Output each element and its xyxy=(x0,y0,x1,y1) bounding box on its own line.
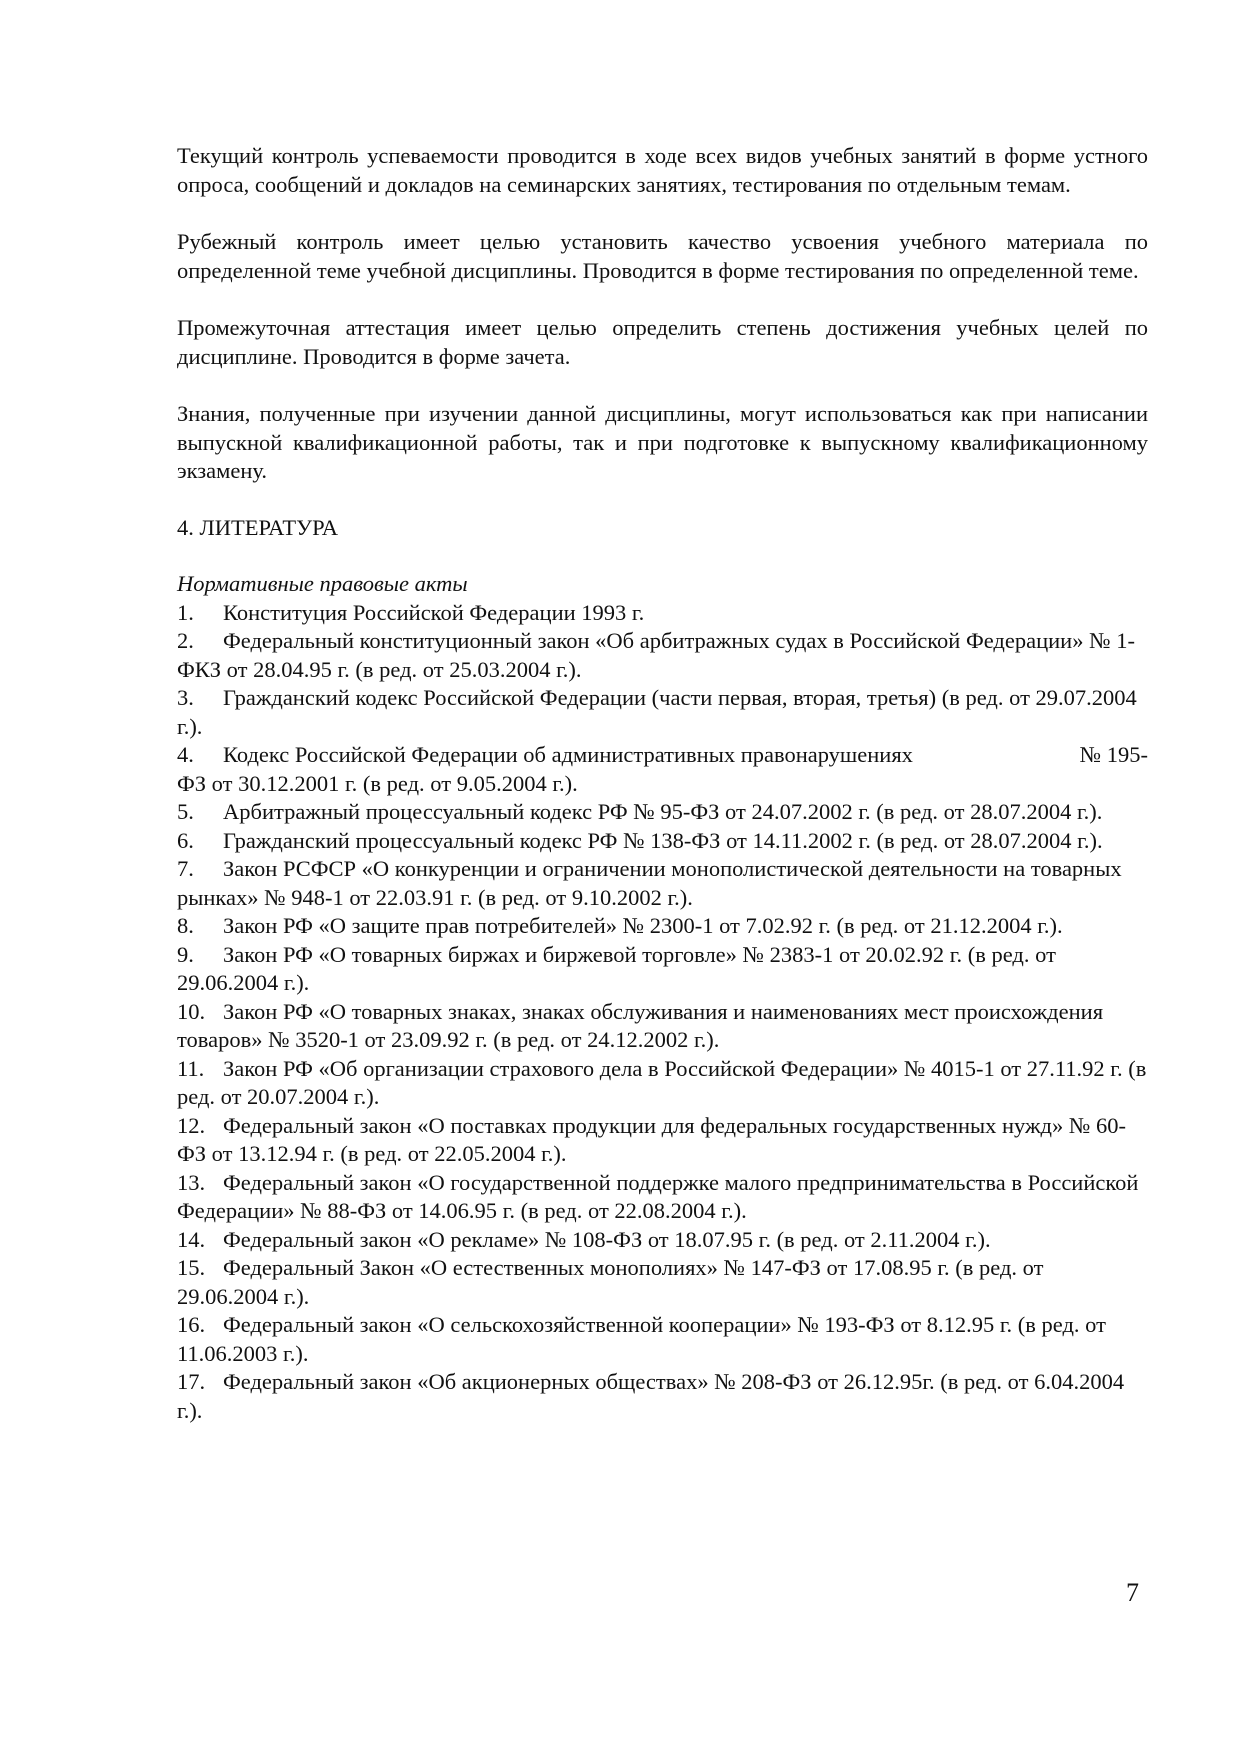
paragraph-intermediate-certification: Промежуточная аттестация имеет целью определить степень достижения учебных целей по дисциплине. Проводится в форме зачета. xyxy=(177,315,1148,369)
reference-item xyxy=(177,827,1148,856)
reference-text-tail: № 195- xyxy=(1079,742,1148,767)
section-heading-literature: 4. ЛИТЕРАТУРА xyxy=(177,514,338,540)
reference-text: Гражданский процессуальный кодекс РФ № 138-ФЗ от 14.11.2002 г. (в ред. от 28.07.2004 г.). xyxy=(223,827,1103,853)
reference-number: 13. xyxy=(177,1169,206,1195)
reference-text: Федеральный конституционный закон «Об арбитражных судах в Российской Федерации» № 1-ФКЗ от 28.04.95 г. (в ред. от 25.03.2004 г.). xyxy=(177,628,1135,682)
reference-number: 9. xyxy=(177,941,194,967)
reference-item xyxy=(177,798,1148,827)
document-page xyxy=(177,142,1148,1425)
reference-number: 14. xyxy=(177,1226,206,1252)
reference-number: 16. xyxy=(177,1312,206,1337)
reference-text: Федеральный закон «О сельскохозяйственной кооперации» № 193-ФЗ от 8.12.95 г. (в ред. от 11.06.2003 г.). xyxy=(177,1312,1106,1366)
reference-text: Закон РФ «О защите прав потребителей» № 2300-1 от 7.02.92 г. (в ред. от 21.12.2004 г.). xyxy=(223,913,1063,938)
reference-number: 12. xyxy=(177,1112,206,1138)
reference-number: 1. xyxy=(177,599,194,625)
reference-item xyxy=(177,1368,1148,1425)
reference-item xyxy=(177,1055,1148,1112)
reference-item xyxy=(177,741,1148,798)
reference-number: 8. xyxy=(177,913,194,938)
reference-text: Федеральный закон «О поставках продукции для федеральных государственных нужд» № 60-ФЗ от 13.12.94 г. (в ред. от 22.05.2004 г.). xyxy=(177,1112,1126,1166)
reference-text: Кодекс Российской Федерации об административных правонарушениях xyxy=(223,742,913,767)
page-number: 7 xyxy=(1126,1578,1139,1607)
reference-number: 7. xyxy=(177,856,194,881)
paragraph-current-control: Текущий контроль успеваемости проводится в ходе всех видов учебных занятий в форме устного опроса, сообщений и докладов на семинарских занятиях, тестирования по отдельным темам. xyxy=(177,143,1148,197)
reference-text: Федеральный закон «О государственной поддержке малого предпринимательства в Российской Федерации» № 88-ФЗ от 14.06.95 г. (в ред. от 22.08.2004 г.). xyxy=(177,1169,1139,1223)
reference-number: 11. xyxy=(177,1055,205,1081)
reference-number: 10. xyxy=(177,998,206,1024)
reference-text: Арбитражный процессуальный кодекс РФ № 95-ФЗ от 24.07.2002 г. (в ред. от 28.07.2004 г.). xyxy=(223,799,1103,824)
reference-number: 6. xyxy=(177,827,194,853)
reference-text: Закон РФ «О товарных биржах и биржевой торговле» № 2383-1 от 20.02.92 г. (в ред. от 29.06.2004 г.). xyxy=(177,941,1056,995)
reference-item xyxy=(177,1311,1148,1368)
reference-number: 17. xyxy=(177,1369,206,1394)
reference-number: 5. xyxy=(177,799,194,824)
reference-text: Федеральный Закон «О естественных монополиях» № 147-ФЗ от 17.08.95 г. (в ред. от 29.06.2004 г.). xyxy=(177,1255,1044,1309)
reference-item xyxy=(177,1226,1148,1255)
reference-item xyxy=(177,855,1148,912)
reference-number: 15. xyxy=(177,1255,206,1280)
reference-item xyxy=(177,1112,1148,1169)
reference-text: Конституция Российской Федерации 1993 г. xyxy=(223,599,645,625)
reference-text: Гражданский кодекс Российской Федерации (части первая, вторая, третья) (в ред. от 29.07.2004 г.). xyxy=(177,685,1137,739)
reference-item xyxy=(177,941,1148,998)
reference-text: Федеральный закон «О рекламе» № 108-ФЗ от 18.07.95 г. (в ред. от 2.11.2004 г.). xyxy=(223,1226,991,1252)
reference-item xyxy=(177,1254,1148,1311)
reference-text: Закон РФ «Об организации страхового дела в Российской Федерации» № 4015-1 от 27.11.92 г. (в ред. от 20.07.2004 г.). xyxy=(177,1055,1147,1109)
reference-list xyxy=(177,599,1148,1426)
reference-item xyxy=(177,1169,1148,1226)
reference-item xyxy=(177,599,1148,628)
paragraph-knowledge-usage: Знания, полученные при изучении данной дисциплины, могут использоваться как при написании выпускной квалификационной работы, так и при подготовке к выпускному квалификационному экзамену. xyxy=(177,401,1148,483)
reference-text-continuation: ФЗ от 30.12.2001 г. (в ред. от 9.05.2004 г.). xyxy=(177,770,578,796)
reference-text: Закон РФ «О товарных знаках, знаках обслуживания и наименованиях мест происхождения товаров» № 3520-1 от 23.09.92 г. (в ред. от 24.12.2002 г.). xyxy=(177,998,1104,1052)
reference-text: Закон РСФСР «О конкуренции и ограничении монополистической деятельности на товарных рынках» № 948-1 от 22.03.91 г. (в ред. от 9.10.2002 г.). xyxy=(177,856,1122,910)
reference-item xyxy=(177,998,1148,1055)
paragraph-milestone-control: Рубежный контроль имеет целью установить качество усвоения учебного материала по определенной теме учебной дисциплины. Проводится в форме тестирования по определенной теме. xyxy=(177,229,1148,283)
reference-item xyxy=(177,627,1148,684)
reference-number: 3. xyxy=(177,685,194,710)
subheading-normative-acts: Нормативные правовые акты xyxy=(177,571,468,596)
reference-number: 2. xyxy=(177,628,194,653)
reference-number: 4. xyxy=(177,742,194,767)
reference-item xyxy=(177,912,1148,941)
reference-item xyxy=(177,684,1148,741)
reference-text: Федеральный закон «Об акционерных обществах» № 208-ФЗ от 26.12.95г. (в ред. от 6.04.2004 г.). xyxy=(177,1369,1125,1423)
